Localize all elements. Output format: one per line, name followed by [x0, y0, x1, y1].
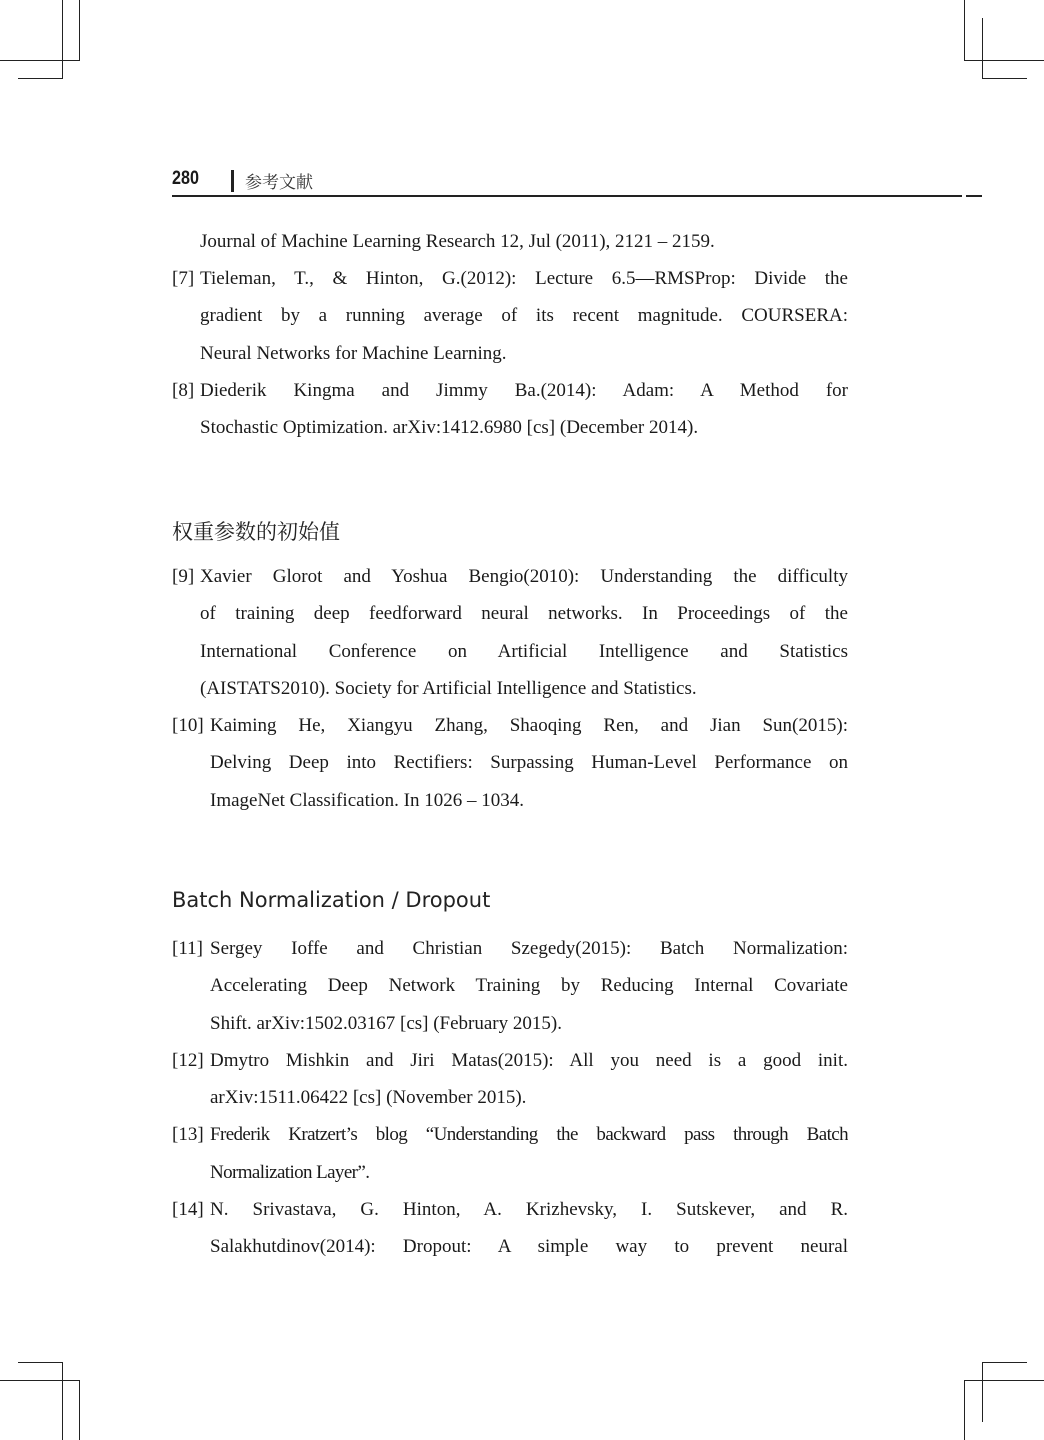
section-heading-batchnorm-dropout: Batch Normalization / Dropout	[172, 888, 491, 912]
header-rule-tick	[966, 195, 982, 197]
reference-label: [14]	[172, 1199, 204, 1221]
reference-list-a	[172, 260, 848, 446]
reference-continuation: Journal of Machine Learning Research 12, Jul (2011), 2121 – 2159.	[200, 231, 715, 252]
reference-list-c	[172, 930, 848, 1266]
reference-7: [7] Tieleman, T., & Hinton, G.(2012): Lecture 6.5—RMSProp: Divide the gradient by a running average of its recent magnitude. COURSERA: Neural Networks for Machine Learning.	[172, 260, 848, 372]
reference-13: [13] Frederik Kratzert’s blog “Understanding the backward pass through Batch Normalization Layer”.	[172, 1116, 848, 1191]
reference-label: [13]	[172, 1124, 204, 1146]
header-divider	[231, 170, 234, 192]
reference-12: [12] Dmytro Mishkin and Jiri Matas(2015): All you need is a good init. arXiv:1511.06422 [cs] (November 2015).	[172, 1042, 848, 1117]
reference-label: [12]	[172, 1049, 204, 1071]
reference-label: [8]	[172, 379, 195, 401]
reference-10: [10] Kaiming He, Xiangyu Zhang, Shaoqing Ren, and Jian Sun(2015): Delving Deep into Rectifiers: Surpassing Human-Level Performance on ImageNet Classification. In 1026 – 1034.	[172, 707, 848, 819]
header-rule	[172, 195, 962, 197]
reference-14: [14] N. Srivastava, G. Hinton, A. Krizhevsky, I. Sutskever, and R. Salakhutdinov(2014): Dropout: A simple way to prevent neural	[172, 1191, 848, 1266]
reference-label: [7]	[172, 268, 195, 289]
reference-8: [8] Diederik Kingma and Jimmy Ba.(2014): Adam: A Method for Stochastic Optimization. arXiv:1412.6980 [cs] (December 2014).	[172, 372, 848, 447]
reference-11: [11] Sergey Ioffe and Christian Szegedy(2015): Batch Normalization: Accelerating Deep Network Training by Reducing Internal Covariate Shift. arXiv:1502.03167 [cs] (February 2015).	[172, 930, 848, 1042]
reference-list-b	[172, 558, 848, 819]
running-header-title: 参考文献	[245, 173, 313, 193]
section-heading-weight-init: 权重参数的初始值	[172, 520, 340, 544]
page-number: 280	[172, 168, 199, 189]
reference-label: [9]	[172, 566, 195, 587]
reference-label: [11]	[172, 938, 203, 959]
reference-label: [10]	[172, 715, 204, 737]
reference-9: [9] Xavier Glorot and Yoshua Bengio(2010): Understanding the difficulty of training deep feedforward neural networks. In Proceedings of the International Conference on Artificial Intelligence and Statistics (AISTATS2010). Society for Artificial Intelligence and Statistics.	[172, 558, 848, 707]
